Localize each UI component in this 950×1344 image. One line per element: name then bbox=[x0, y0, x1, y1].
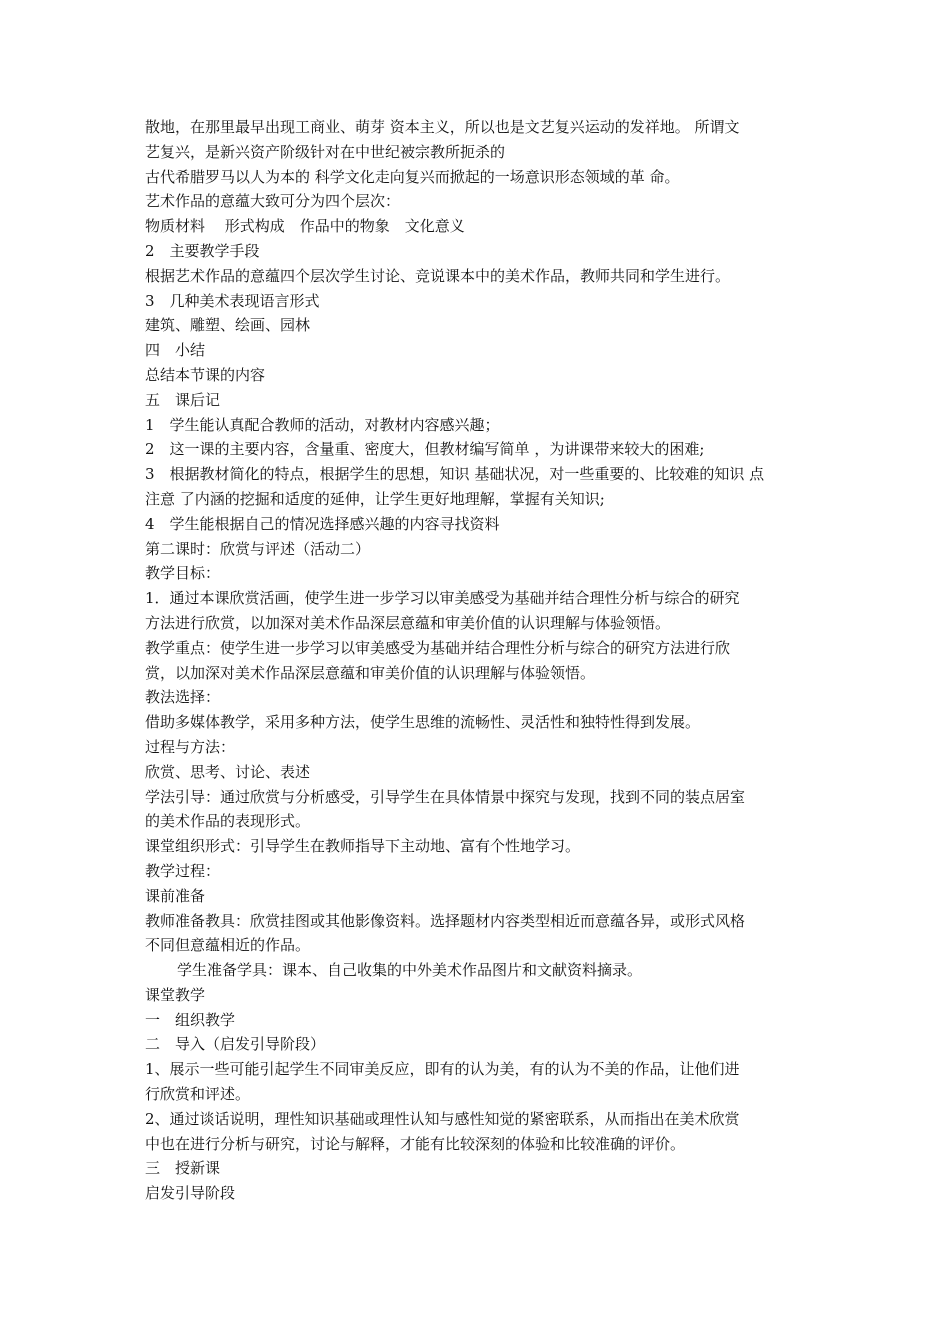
document-body bbox=[145, 115, 813, 1206]
text-line: 欣赏、思考、讨论、表述 bbox=[145, 762, 311, 781]
text-line: 学法引导：通过欣赏与分析感受，引导学生在具体情景中探究与发现，找到不同的装点居室 bbox=[145, 787, 746, 806]
text-line: 教学过程： bbox=[145, 861, 221, 880]
text-line: 启发引导阶段 bbox=[145, 1184, 236, 1203]
list-item: 2 这一课的主要内容，含量重、密度大，但教材编写简单 ，为讲课带来较大的困难; bbox=[145, 440, 705, 459]
list-item: 2、通过谈话说明，理性知识基础或理性认知与感性知觉的紧密联系，从而指出在美术欣赏 bbox=[145, 1109, 740, 1128]
list-item: 1 学生能认真配合教师的活动，对教材内容感兴趣； bbox=[145, 415, 500, 434]
text-line: 过程与方法： bbox=[145, 737, 236, 756]
text-line: 学生准备学具：课本、自己收集的中外美术作品图片和文献资料摘录。 bbox=[177, 961, 643, 980]
text-line: 课堂组织形式：引导学生在教师指导下主动地、富有个性地学习。 bbox=[145, 837, 581, 856]
text-line: 赏，以加深对美术作品深层意蕴和审美价值的认识理解与体验领悟。 bbox=[145, 663, 596, 682]
text-line: 艺术作品的意蕴大致可分为四个层次： bbox=[145, 192, 401, 211]
text-line: 不同但意蕴相近的作品。 bbox=[145, 936, 311, 955]
section-heading: 一 组织教学 bbox=[145, 1010, 236, 1029]
text-line: 根据艺术作品的意蕴四个层次学生讨论、竞说课本中的美术作品，教师共同和学生进行。 bbox=[145, 266, 731, 285]
list-item: 3 根据教材简化的特点，根据学生的思想，知识 基础状况，对一些重要的、比较难的知识 点 bbox=[145, 465, 765, 484]
text-line: 建筑、雕塑、绘画、园林 bbox=[145, 316, 311, 335]
section-heading: 第二课时：欣赏与评述（活动二） bbox=[145, 539, 371, 558]
text-line: 古代希腊罗马以人为本的 科学文化走向复兴而掀起的一场意识形态领域的革 命。 bbox=[145, 167, 680, 186]
text-line: 散地，在那里最早出现工商业、萌芽 资本主义，所以也是文艺复兴运动的发祥地。 所谓文 bbox=[145, 118, 740, 136]
text-line: 的美术作品的表现形式。 bbox=[145, 812, 311, 831]
section-heading: 五 课后记 bbox=[145, 390, 221, 409]
text-line: 总结本节课的内容 bbox=[145, 365, 266, 384]
text-line: 课前准备 bbox=[145, 886, 206, 905]
text-line: 方法进行欣赏，以加深对美术作品深层意蕴和审美价值的认识理解与体验领悟。 bbox=[145, 613, 671, 632]
text-line: 物质材料 形式构成 作品中的物象 文化意义 bbox=[145, 217, 465, 236]
section-heading: 2 主要教学手段 bbox=[145, 241, 260, 260]
text-line: 借助多媒体教学，采用多种方法，使学生思维的流畅性、灵活性和独特性得到发展。 bbox=[145, 713, 701, 732]
text-line: 教法选择： bbox=[145, 688, 221, 707]
text-line: 教师准备教具：欣赏挂图或其他影像资料。选择题材内容类型相近而意蕴各异，或形式风格 bbox=[145, 911, 746, 930]
section-heading: 二 导入（启发引导阶段） bbox=[145, 1035, 326, 1054]
list-item: 1、展示一些可能引起学生不同审美反应，即有的认为美，有的认为不美的作品，让他们进 bbox=[145, 1060, 740, 1079]
text-line: 中也在进行分析与研究，讨论与解释，才能有比较深刻的体验和比较准确的评价。 bbox=[145, 1134, 686, 1153]
text-line: 行欣赏和评述。 bbox=[145, 1085, 251, 1104]
text-line: 1．通过本课欣赏活画，使学生进一步学习以审美感受为基础并结合理性分析与综合的研究 bbox=[145, 589, 740, 608]
list-item: 4 学生能根据自己的情况选择感兴趣的内容寻找资料 bbox=[145, 514, 500, 533]
text-line: 课堂教学 bbox=[145, 985, 206, 1004]
text-line: 教学重点：使学生进一步学习以审美感受为基础并结合理性分析与综合的研究方法进行欣 bbox=[145, 638, 731, 657]
section-heading: 三 授新课 bbox=[145, 1159, 221, 1178]
section-heading: 3 几种美术表现语言形式 bbox=[145, 291, 320, 310]
section-heading: 四 小结 bbox=[145, 341, 206, 360]
text-line: 教学目标： bbox=[145, 564, 221, 583]
text-line: 注意 了内涵的挖掘和适度的延伸，让学生更好地理解，掌握有关知识; bbox=[145, 489, 605, 508]
text-line: 艺复兴，是新兴资产阶级针对在中世纪被宗教所扼杀的 bbox=[145, 142, 506, 161]
